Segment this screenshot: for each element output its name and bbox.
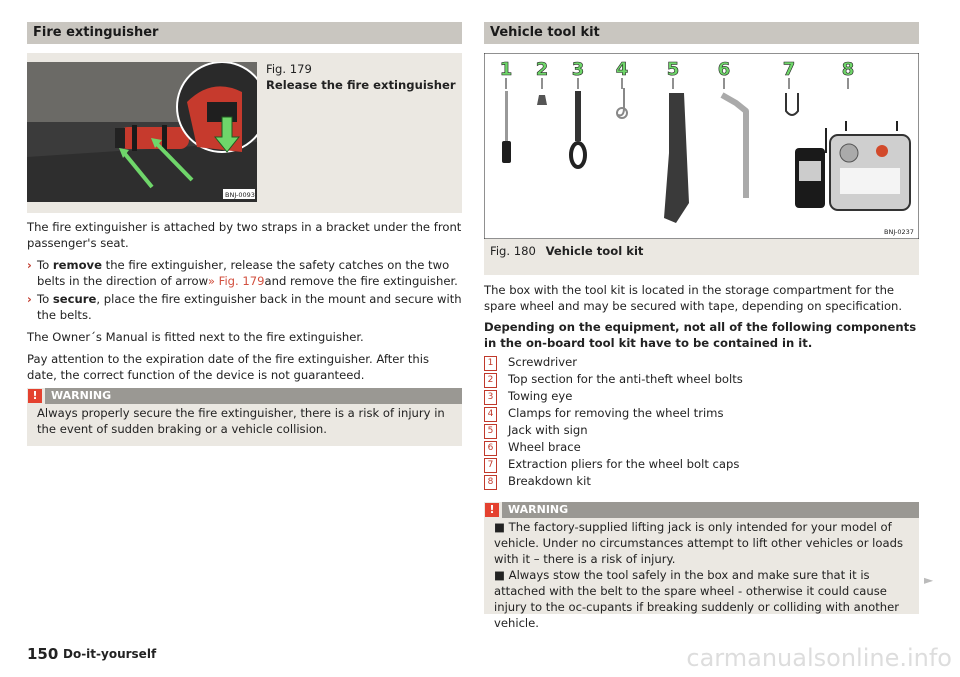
tool-list-item [484,473,919,490]
tool-kit-text [484,283,919,490]
section-title-fire-extinguisher: Fire extinguisher [27,22,462,44]
item-label: Top section for the anti-theft wheel bolts [508,371,743,386]
item-number-badge: 8 [484,475,497,490]
step-text: , place the fire extinguisher back in the mount and secure with the belts. [37,291,462,322]
item-label: Breakdown kit [508,473,591,488]
intro-paragraph: The box with the tool kit is located in the storage compartment for the spare wheel and may be secured with tape, depending on specification. [484,283,903,313]
step-keyword: secure [52,291,97,306]
warning-item [494,568,909,632]
watermark: carmanualsonline.info [686,644,952,672]
figure-number: Fig. 180 [490,244,536,258]
bullet-icon: ■ [494,519,505,534]
step-prefix: To [37,291,50,306]
tool-list-item [484,388,919,405]
page-number: 150 [27,645,59,663]
fire-extinguisher-photo [27,62,257,202]
tool-list-item [484,456,919,473]
item-number-badge: 7 [484,458,497,473]
item-number-badge: 6 [484,441,497,456]
warning-item-text: The factory-supplied lifting jack is only intended for your model of vehicle. Under no circumstances attempt to lift other vehicles or loads with it – there is a risk of injury. [494,519,904,566]
item-label: Extraction pliers for the wheel bolt caps [508,456,740,471]
equipment-note: Depending on the equipment, not all of the following components in the on-board tool kit have to be contained in it. [484,319,917,350]
warning-list [484,518,919,640]
item-number-badge: 5 [484,424,497,439]
tool-list-item [484,439,919,456]
step-prefix: To [37,257,50,272]
step-text-end: and remove the fire extinguisher. [264,273,458,288]
warning-box-left [27,388,462,446]
callout-number: 8 [841,59,855,80]
callout-number: 1 [499,59,513,80]
figure-caption: Release the fire extinguisher [266,77,456,92]
item-label: Jack with sign [508,422,588,437]
figure-179-box [27,53,462,213]
warning-title: WARNING [502,502,919,518]
tool-list-item [484,422,919,439]
warning-box-right [484,502,919,630]
figure-180-box [484,53,919,275]
continue-arrow-icon: ► [924,573,934,587]
item-label: Wheel brace [508,439,581,454]
callout-number: 6 [717,59,731,80]
expiry-paragraph: Pay attention to the expiration date of the fire extinguisher. After this date, the correct function of the device is not guaranteed. [27,351,430,382]
fire-extinguisher-text [27,220,462,384]
warning-title: WARNING [45,388,462,404]
warning-icon: ! [485,503,499,517]
item-number-badge: 1 [484,356,497,371]
image-code-left: BNJ-0093 [225,191,255,199]
item-label: Clamps for removing the wheel trims [508,405,724,420]
section-title-tool-kit: Vehicle tool kit [484,22,919,44]
callout-number: 3 [571,59,585,80]
left-column [27,22,462,446]
footer-section-title: Do-it-yourself [63,647,157,661]
item-label: Towing eye [508,388,573,403]
figure-caption: Vehicle tool kit [545,244,644,258]
item-number-badge: 2 [484,373,497,388]
tool-list-item [484,405,919,422]
chevron-icon: › [27,257,32,272]
item-number-badge: 4 [484,407,497,422]
warning-item-text: Always stow the tool safely in the box and make sure that it is attached with the belt to the spare wheel - otherwise it could cause injury to the oc-cupants if breaking suddenly or colliding with another vehicle. [494,567,899,630]
callout-number: 2 [535,59,549,80]
figure-number: Fig. 179 [266,62,312,76]
bullet-icon: ■ [494,567,505,582]
step-text: the fire extinguisher, release the safety catches on the two belts in the direction of arrow [37,257,450,288]
callout-number: 5 [666,59,680,80]
step-keyword: remove [52,257,102,272]
item-number-badge: 3 [484,390,497,405]
step-remove [27,258,462,290]
callout-number: 4 [615,59,629,80]
manual-paragraph: The Owner´s Manual is fitted next to the fire extinguisher. [27,329,364,344]
item-label: Screwdriver [508,354,577,369]
intro-paragraph: The fire extinguisher is attached by two straps in a bracket under the front passenger's seat. [27,220,462,250]
tool-kit-illustration [484,53,919,239]
figure-reference-link[interactable]: » Fig. 179 [207,273,265,288]
chevron-icon: › [27,291,32,306]
warning-item [494,520,909,568]
callout-number: 7 [782,59,796,80]
figure-180-caption [490,244,643,260]
tool-list [484,354,919,490]
image-code-right: BNJ-0237 [884,228,914,236]
figure-179-caption [266,62,456,94]
warning-icon: ! [28,389,42,403]
right-column [484,22,919,630]
warning-text: Always properly secure the fire extinguisher, there is a risk of injury in the event of sudden braking or a vehicle collision. [37,405,445,436]
tool-list-item [484,371,919,388]
step-secure [27,292,462,324]
tool-list-item [484,354,919,371]
